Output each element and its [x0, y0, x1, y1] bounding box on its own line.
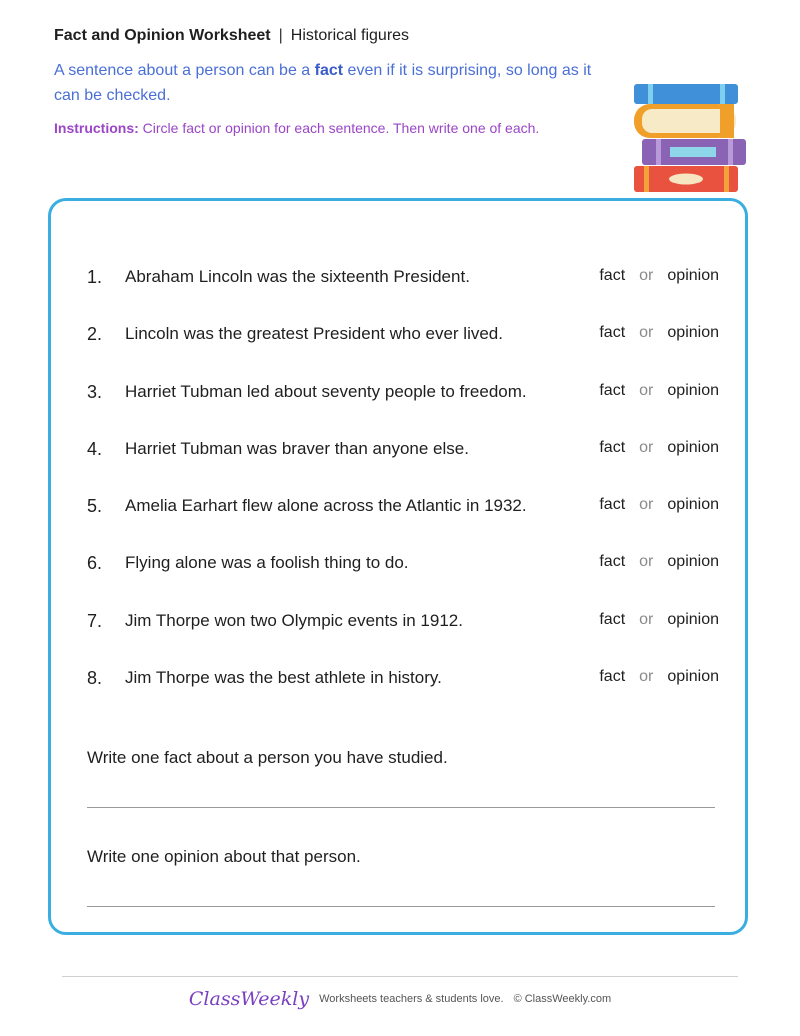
intro-part-1: A sentence about a person can be a — [54, 62, 315, 79]
question-text: Abraham Lincoln was the sixteenth President. — [125, 267, 470, 286]
or-separator: or — [639, 610, 654, 628]
footer-tagline: Worksheets teachers & students love. — [319, 993, 504, 1005]
fact-choice[interactable]: fact — [599, 553, 626, 571]
opinion-choice[interactable]: opinion — [667, 267, 719, 284]
question-text: Harriet Tubman was braver than anyone else. — [125, 438, 469, 458]
question-number: 5. — [87, 496, 103, 517]
question-number: 1. — [87, 267, 103, 287]
question-row — [87, 482, 719, 539]
question-number: 6. — [87, 553, 103, 574]
answer-choices — [599, 439, 719, 457]
or-separator: or — [639, 267, 654, 284]
question-row — [87, 253, 719, 310]
or-separator: or — [639, 668, 654, 686]
or-separator: or — [639, 553, 654, 571]
fact-choice[interactable]: fact — [599, 496, 626, 514]
answer-choices — [599, 668, 719, 686]
fact-answer-line[interactable] — [87, 807, 715, 808]
intro-bold-word: fact — [314, 62, 344, 79]
footer — [0, 988, 800, 1010]
question-text: Harriet Tubman led about seventy people to freedom. — [125, 381, 527, 401]
worksheet-title: Fact and Opinion Worksheet — [54, 27, 271, 44]
question-number: 3. — [87, 381, 103, 402]
fact-choice[interactable]: fact — [599, 324, 626, 342]
answer-choices — [599, 267, 719, 285]
question-list — [87, 253, 719, 711]
opinion-choice[interactable]: opinion — [667, 381, 719, 399]
brand-logo: ClassWeekly — [188, 988, 310, 1010]
opinion-choice[interactable]: opinion — [667, 438, 719, 456]
question-text: Lincoln was the greatest President who ever lived. — [125, 324, 503, 344]
question-number: 7. — [87, 610, 103, 631]
answer-choices — [599, 553, 719, 571]
question-number: 4. — [87, 438, 103, 459]
fact-writing-prompt: Write one fact about a person you have studied. — [87, 748, 448, 767]
intro-text — [54, 58, 594, 108]
question-number: 8. — [87, 668, 103, 689]
or-separator: or — [639, 496, 654, 514]
footer-copyright: © ClassWeekly.com — [513, 993, 612, 1005]
instructions-label: Instructions: — [54, 120, 139, 136]
answer-choices — [599, 324, 719, 342]
question-text: Flying alone was a foolish thing to do. — [125, 553, 409, 573]
fact-choice[interactable]: fact — [599, 438, 626, 456]
intro-part-2: even if it is surprising, so long as it can be checked. — [54, 62, 592, 104]
question-row — [87, 425, 719, 482]
opinion-choice[interactable]: opinion — [667, 668, 719, 686]
stacked-books-icon — [630, 82, 750, 194]
fact-choice[interactable]: fact — [599, 610, 626, 628]
question-number: 2. — [87, 324, 103, 345]
answer-choices — [599, 611, 719, 629]
question-text: Jim Thorpe was the best athlete in history. — [125, 668, 442, 688]
question-row — [87, 597, 719, 654]
opinion-answer-line[interactable] — [87, 906, 715, 907]
worksheet-card — [48, 198, 748, 935]
opinion-choice[interactable]: opinion — [667, 553, 719, 571]
instructions-text: Circle fact or opinion for each sentence. Then write one of each. — [138, 120, 540, 136]
worksheet-subtitle: Historical figures — [290, 27, 410, 44]
question-row — [87, 539, 719, 596]
footer-divider — [62, 976, 738, 977]
question-text: Amelia Earhart flew alone across the Atlantic in 1932. — [125, 496, 527, 516]
title-line — [54, 26, 614, 46]
opinion-choice[interactable]: opinion — [667, 610, 719, 628]
question-row — [87, 368, 719, 425]
instructions — [54, 120, 614, 136]
or-separator: or — [639, 324, 654, 342]
question-text: Jim Thorpe won two Olympic events in 1912. — [125, 610, 463, 630]
question-row — [87, 654, 719, 711]
title-separator: | — [278, 27, 283, 44]
or-separator: or — [639, 381, 654, 399]
opinion-writing-prompt: Write one opinion about that person. — [87, 847, 361, 866]
fact-choice[interactable]: fact — [599, 668, 626, 686]
fact-choice[interactable]: fact — [599, 381, 626, 399]
worksheet-header — [54, 26, 614, 136]
opinion-choice[interactable]: opinion — [667, 324, 719, 342]
opinion-choice[interactable]: opinion — [667, 496, 719, 514]
or-separator: or — [639, 438, 654, 456]
answer-choices — [599, 382, 719, 400]
answer-choices — [599, 496, 719, 514]
fact-choice[interactable]: fact — [599, 267, 626, 284]
question-row — [87, 310, 719, 367]
